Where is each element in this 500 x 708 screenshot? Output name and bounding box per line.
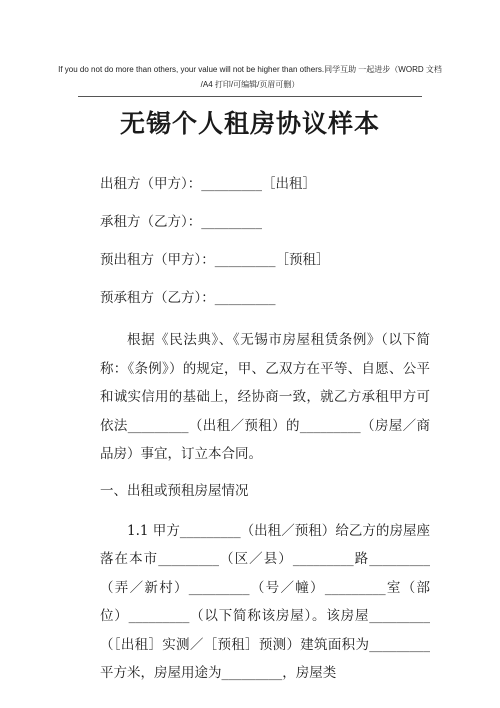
header-divider	[78, 96, 422, 97]
document-title: 无锡个人租房协议样本	[119, 109, 380, 138]
header-line-2: /A4 打印/可编辑/页眉可删）	[200, 80, 300, 89]
clause-1-1: 1.1 甲方_________（出租／预租）给乙方的房屋座落在本市_________（区／县）_________路_________（弄／新村）_________（号／幢）_________室（部位）_________（以下简称该房屋）。该房屋_________（［出租］实测／［预租］预测）建筑面积为_________平方米，房屋用途为_________，房屋类	[100, 522, 430, 681]
section-1-heading: 一、出租或预租房屋情况	[100, 482, 249, 499]
field-lessor: 出租方（甲方）：_________［出租］	[100, 176, 316, 192]
header-line-1: If you do not do more than others, your value will not be higher than others.同学互助 一起进步（WORD 文档	[58, 65, 442, 74]
page-header	[30, 62, 470, 92]
field-pre-lessor: 预出租方（甲方）：_________［预租］	[100, 252, 330, 268]
field-pre-lessee: 预承租方（乙方）：_________	[100, 290, 276, 306]
document-body	[100, 174, 430, 688]
intro-paragraph: 根据《民法典》、《无锡市房屋租赁条例》（以下简称：《条例》）的规定，甲、乙双方在平等、自愿、公平和诚实信用的基础上，经协商一致，就乙方承租甲方可依法_________（出租／预租）的_________（房屋／商品房）事宜，订立本合同。	[100, 332, 430, 462]
field-lessee: 承租方（乙方）：_________	[100, 214, 262, 230]
